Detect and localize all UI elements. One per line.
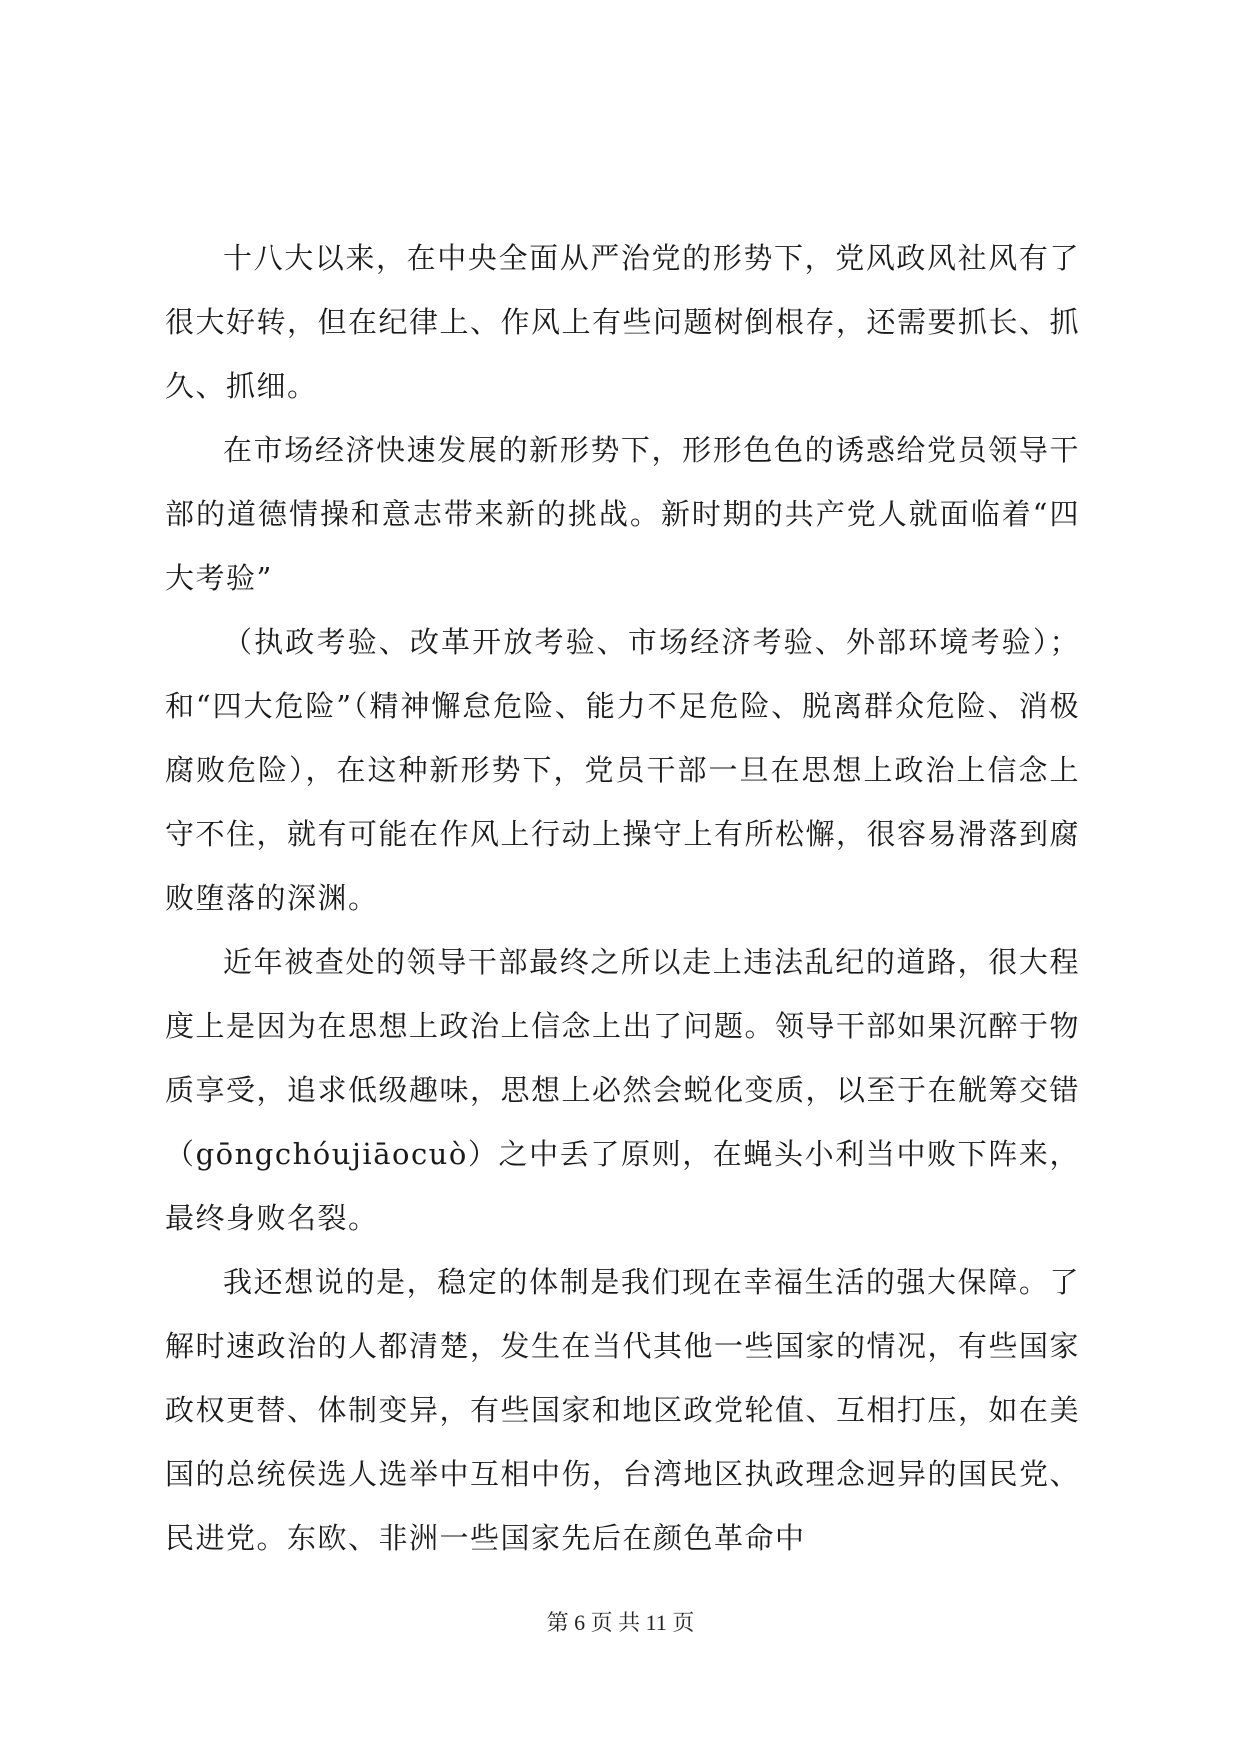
- paragraph-2: 在市场经济快速发展的新形势下，形形色色的诱惑给党员领导干部的道德情操和意志带来新的挑战。新时期的共产党人就面临着“四大考验”: [165, 433, 1080, 595]
- paragraph-4: 近年被查处的领导干部最终之所以走上违法乱纪的道路，很大程度上是因为在思想上政治上信念上出了问题。领导干部如果沉醉于物质享受，追求低级趣味，思想上必然会蜕化变质，以至于在觥筹交错（gōngchóujiāocuò）之中丢了原则，在蝇头小利当中败下阵来，最终身败名裂。: [165, 945, 1081, 1235]
- document-body: [165, 226, 1080, 1570]
- page-number-footer: 第 6 页 共 11 页: [546, 1610, 695, 1635]
- paragraph-5: 我还想说的是，稳定的体制是我们现在幸福生活的强大保障。了解时速政治的人都清楚，发生在当代其他一些国家的情况，有些国家政权更替、体制变异，有些国家和地区政党轮值、互相打压，如在美国的总统侯选人选举中互相中伤，台湾地区执政理念迥异的国民党、民进党。东欧、非洲一些国家先后在颜色革命中: [165, 1265, 1081, 1555]
- paragraph-1: 十八大以来，在中央全面从严治党的形势下，党风政风社风有了很大好转，但在纪律上、作风上有些问题树倒根存，还需要抓长、抓久、抓细。: [165, 241, 1081, 403]
- paragraph-3: （执政考验、改革开放考验、市场经济考验、外部环境考验）；和“四大危险”（精神懈怠危险、能力不足危险、脱离群众危险、消极腐败危险），在这种新形势下，党员干部一旦在思想上政治上信念上守不住，就有可能在作风上行动上操守上有所松懈，很容易滑落到腐败堕落的深渊。: [165, 625, 1081, 915]
